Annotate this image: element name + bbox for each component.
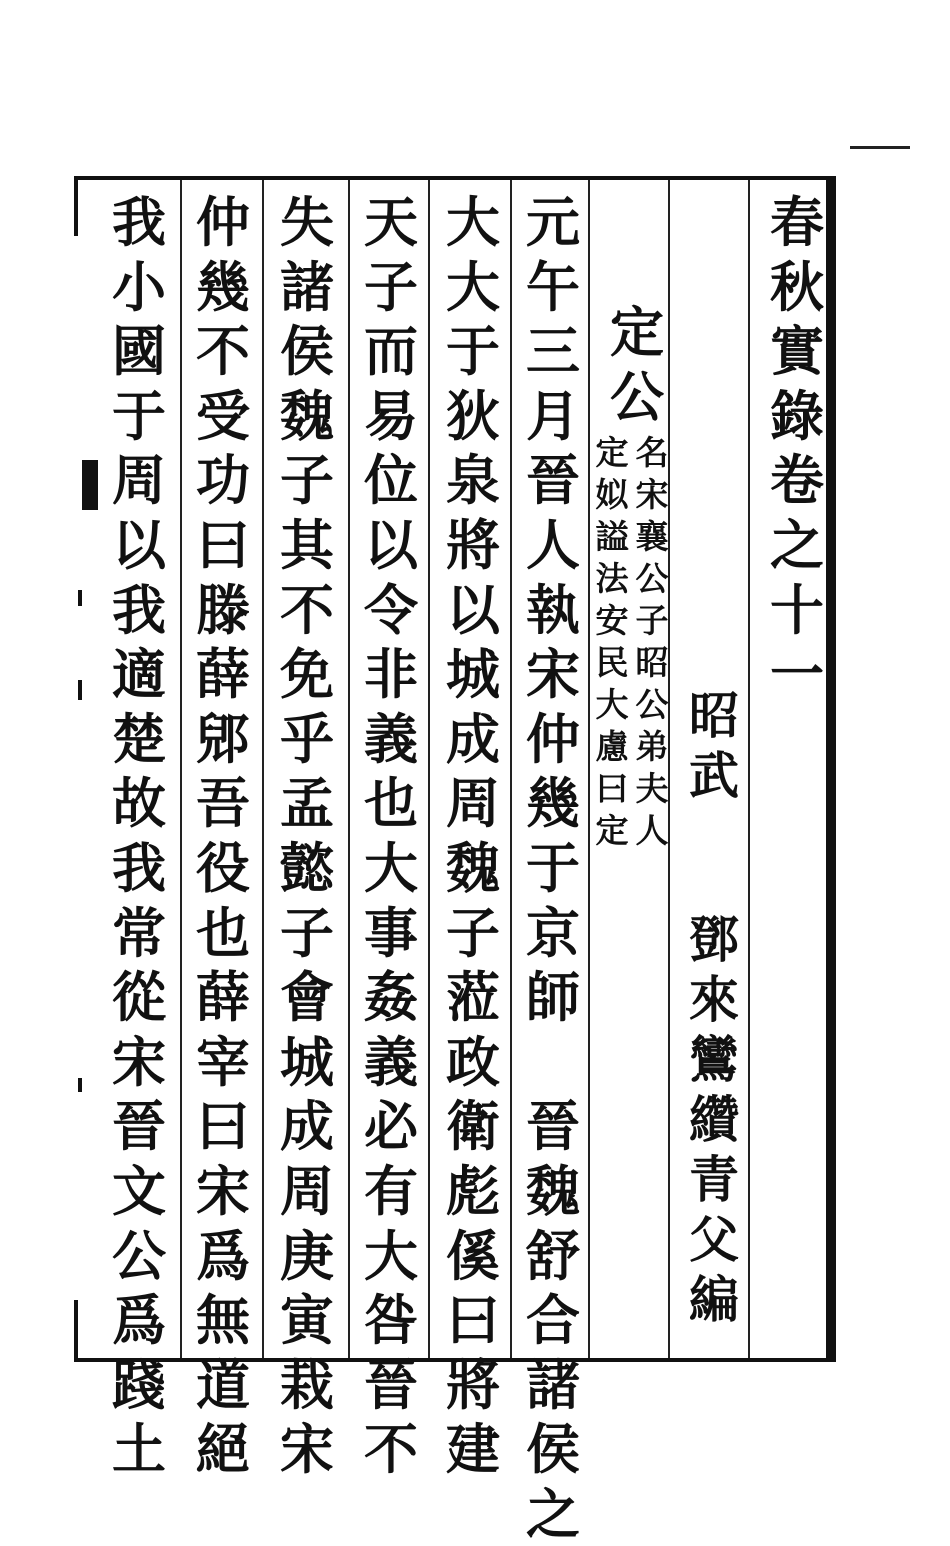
glyph: 城 [280,1029,334,1094]
glyph: 魏 [526,1158,580,1223]
glyph: 晉 [526,1094,580,1159]
glyph: 襄 [635,517,669,556]
glyph: 謚 [595,517,629,556]
glyph: 滕 [196,577,250,642]
frame-left-edge-top [74,176,78,236]
glyph: 曰 [196,512,250,577]
glyph: 天 [364,190,418,254]
glyph: 執 [526,577,580,642]
glyph: 父 [689,1210,739,1269]
glyph: 曰 [446,1288,500,1353]
column-rule [348,180,350,1358]
fold-mark [82,460,98,510]
glyph: 人 [526,512,580,577]
glyph: 公 [112,1223,166,1288]
glyph: 錄 [770,383,824,448]
glyph: 卷 [770,448,824,513]
column-rule [510,180,512,1358]
glyph: 土 [112,1417,166,1482]
glyph: 宋 [635,475,669,514]
glyph: 民 [595,643,629,682]
glyph: 會 [280,965,334,1030]
glyph: 于 [526,835,580,900]
glyph: 鄧 [689,910,739,969]
glyph: 魏 [446,835,500,900]
glyph: 爲 [196,1223,250,1288]
glyph: 于 [112,383,166,448]
glyph: 宋 [280,1417,334,1482]
glyph: 常 [112,900,166,965]
glyph: 也 [196,900,250,965]
text-column-6 [104,190,174,1482]
text-column-5 [188,190,258,1482]
glyph: 役 [196,835,250,900]
glyph: 薛 [196,965,250,1030]
glyph: 幾 [526,771,580,836]
glyph: 我 [112,577,166,642]
glyph: 安 [595,601,629,640]
column-rule [428,180,430,1358]
glyph: 將 [446,1352,500,1417]
glyph: 楚 [112,706,166,771]
glyph: 曰 [196,1094,250,1159]
glyph: 午 [526,254,580,319]
text-column-2 [438,190,508,1482]
glyph: 有 [364,1158,418,1223]
glyph: 姒 [595,475,629,514]
glyph: 必 [364,1094,418,1159]
glyph: 曰 [595,769,629,808]
glyph: 無 [196,1288,250,1353]
glyph: 合 [526,1288,580,1353]
glyph: 定 [610,300,664,364]
glyph: 栽 [280,1352,334,1417]
glyph: 其 [280,512,334,577]
glyph: 宋 [196,1158,250,1223]
glyph: 免 [280,642,334,707]
glyph: 晉 [364,1352,418,1417]
glyph: 公 [635,559,669,598]
glyph: 京 [526,900,580,965]
glyph: 而 [364,319,418,384]
glyph: 我 [112,835,166,900]
text-column-1 [518,190,588,1546]
glyph: 易 [364,383,418,448]
glyph: 傒 [446,1223,500,1288]
glyph: 晉 [526,448,580,513]
glyph: 大 [446,190,500,254]
column-rule [180,180,182,1358]
glyph: 以 [112,512,166,577]
glyph: 將 [446,512,500,577]
glyph: 宋 [112,1029,166,1094]
glyph: 周 [446,771,500,836]
glyph: 諸 [526,1352,580,1417]
glyph: 庚 [280,1223,334,1288]
glyph: 不 [364,1417,418,1482]
glyph: 小 [112,254,166,319]
glyph: 大 [595,685,629,724]
glyph: 義 [364,706,418,771]
glyph: 國 [112,319,166,384]
fold-mark [78,680,82,700]
glyph: 周 [280,1158,334,1223]
glyph: 師 [526,965,580,1030]
glyph: 成 [280,1094,334,1159]
note-right-column [632,432,672,852]
glyph: 纘 [689,1090,739,1149]
glyph: 青 [689,1150,739,1209]
chapter-heading [602,300,672,429]
glyph: 成 [446,706,500,771]
column-rule [588,180,590,1358]
glyph: 弟 [635,727,669,766]
glyph: 義 [364,1029,418,1094]
glyph: 編 [689,1270,739,1329]
glyph: 侯 [526,1417,580,1482]
glyph: 元 [526,190,580,254]
glyph: 子 [635,601,669,640]
glyph: 位 [364,448,418,513]
glyph: 大 [446,254,500,319]
glyph: 受 [196,383,250,448]
glyph: 來 [689,970,739,1029]
glyph: 晉 [112,1094,166,1159]
glyph: 昭 [635,643,669,682]
glyph: 事 [364,900,418,965]
glyph: 大 [364,1223,418,1288]
glyph: 仲 [196,190,250,254]
glyph: 爲 [112,1288,166,1353]
glyph: 令 [364,577,418,642]
glyph: 實 [770,319,824,384]
column-rule [748,180,750,1358]
glyph: 不 [196,319,250,384]
glyph: 咎 [364,1288,418,1353]
glyph: 寅 [280,1288,334,1353]
glyph: 乎 [280,706,334,771]
title-column [762,190,832,707]
glyph: 月 [526,383,580,448]
glyph: 姦 [364,965,418,1030]
glyph: 子 [280,448,334,513]
glyph: 宋 [526,642,580,707]
glyph: 昭 [689,686,739,745]
glyph: 蒞 [446,965,500,1030]
glyph: 也 [364,771,418,836]
glyph: 踐 [112,1352,166,1417]
glyph: 泉 [446,448,500,513]
glyph: 定 [595,433,629,472]
glyph: 孟 [280,771,334,836]
glyph: 秋 [770,254,824,319]
glyph: 侯 [280,319,334,384]
glyph: 諸 [280,254,334,319]
glyph: 公 [610,364,664,429]
glyph: 衛 [446,1094,500,1159]
author-prefix [684,686,744,806]
glyph: 宰 [196,1029,250,1094]
glyph: 功 [196,448,250,513]
glyph: 之 [770,512,824,577]
glyph: 人 [635,811,669,850]
glyph: 法 [595,559,629,598]
glyph: 非 [364,642,418,707]
glyph: 于 [446,319,500,384]
glyph: 從 [112,965,166,1030]
glyph: 鸞 [689,1030,739,1089]
glyph: 大 [364,835,418,900]
glyph: 不 [280,577,334,642]
glyph: 絕 [196,1417,250,1482]
glyph: 以 [364,512,418,577]
fold-mark [78,590,82,606]
glyph: 故 [112,771,166,836]
glyph: 我 [112,190,166,254]
glyph: 周 [112,448,166,513]
glyph: 子 [446,900,500,965]
glyph: 春 [770,190,824,254]
author-name [684,910,744,1330]
glyph: 夫 [635,769,669,808]
glyph: 狄 [446,383,500,448]
glyph: 以 [446,577,500,642]
glyph: 政 [446,1029,500,1094]
glyph: 適 [112,642,166,707]
glyph: 道 [196,1352,250,1417]
glyph: 定 [595,811,629,850]
glyph [518,1030,588,1095]
text-column-4 [272,190,342,1482]
glyph: 吾 [196,771,250,836]
glyph: 失 [280,190,334,254]
glyph: 一 [770,642,824,707]
glyph: 十 [770,577,824,642]
glyph: 名 [635,433,669,472]
glyph: 公 [635,685,669,724]
glyph: 魏 [280,383,334,448]
glyph: 懿 [280,835,334,900]
glyph: 彪 [446,1158,500,1223]
glyph: 舒 [526,1223,580,1288]
glyph: 文 [112,1158,166,1223]
frame-left-edge-bottom [74,1300,78,1362]
glyph: 武 [689,746,739,805]
glyph: 之 [526,1481,580,1546]
column-rule [262,180,264,1358]
glyph: 慮 [595,727,629,766]
glyph: 建 [446,1417,500,1482]
top-rule [850,146,910,149]
glyph: 仲 [526,706,580,771]
text-column-3 [356,190,426,1482]
glyph: 子 [280,900,334,965]
glyph: 薛 [196,642,250,707]
glyph: 子 [364,254,418,319]
note-left-column [592,432,632,852]
glyph: 城 [446,642,500,707]
glyph: 幾 [196,254,250,319]
glyph: 郳 [196,706,250,771]
glyph: 三 [526,319,580,384]
fold-mark [78,1078,82,1092]
